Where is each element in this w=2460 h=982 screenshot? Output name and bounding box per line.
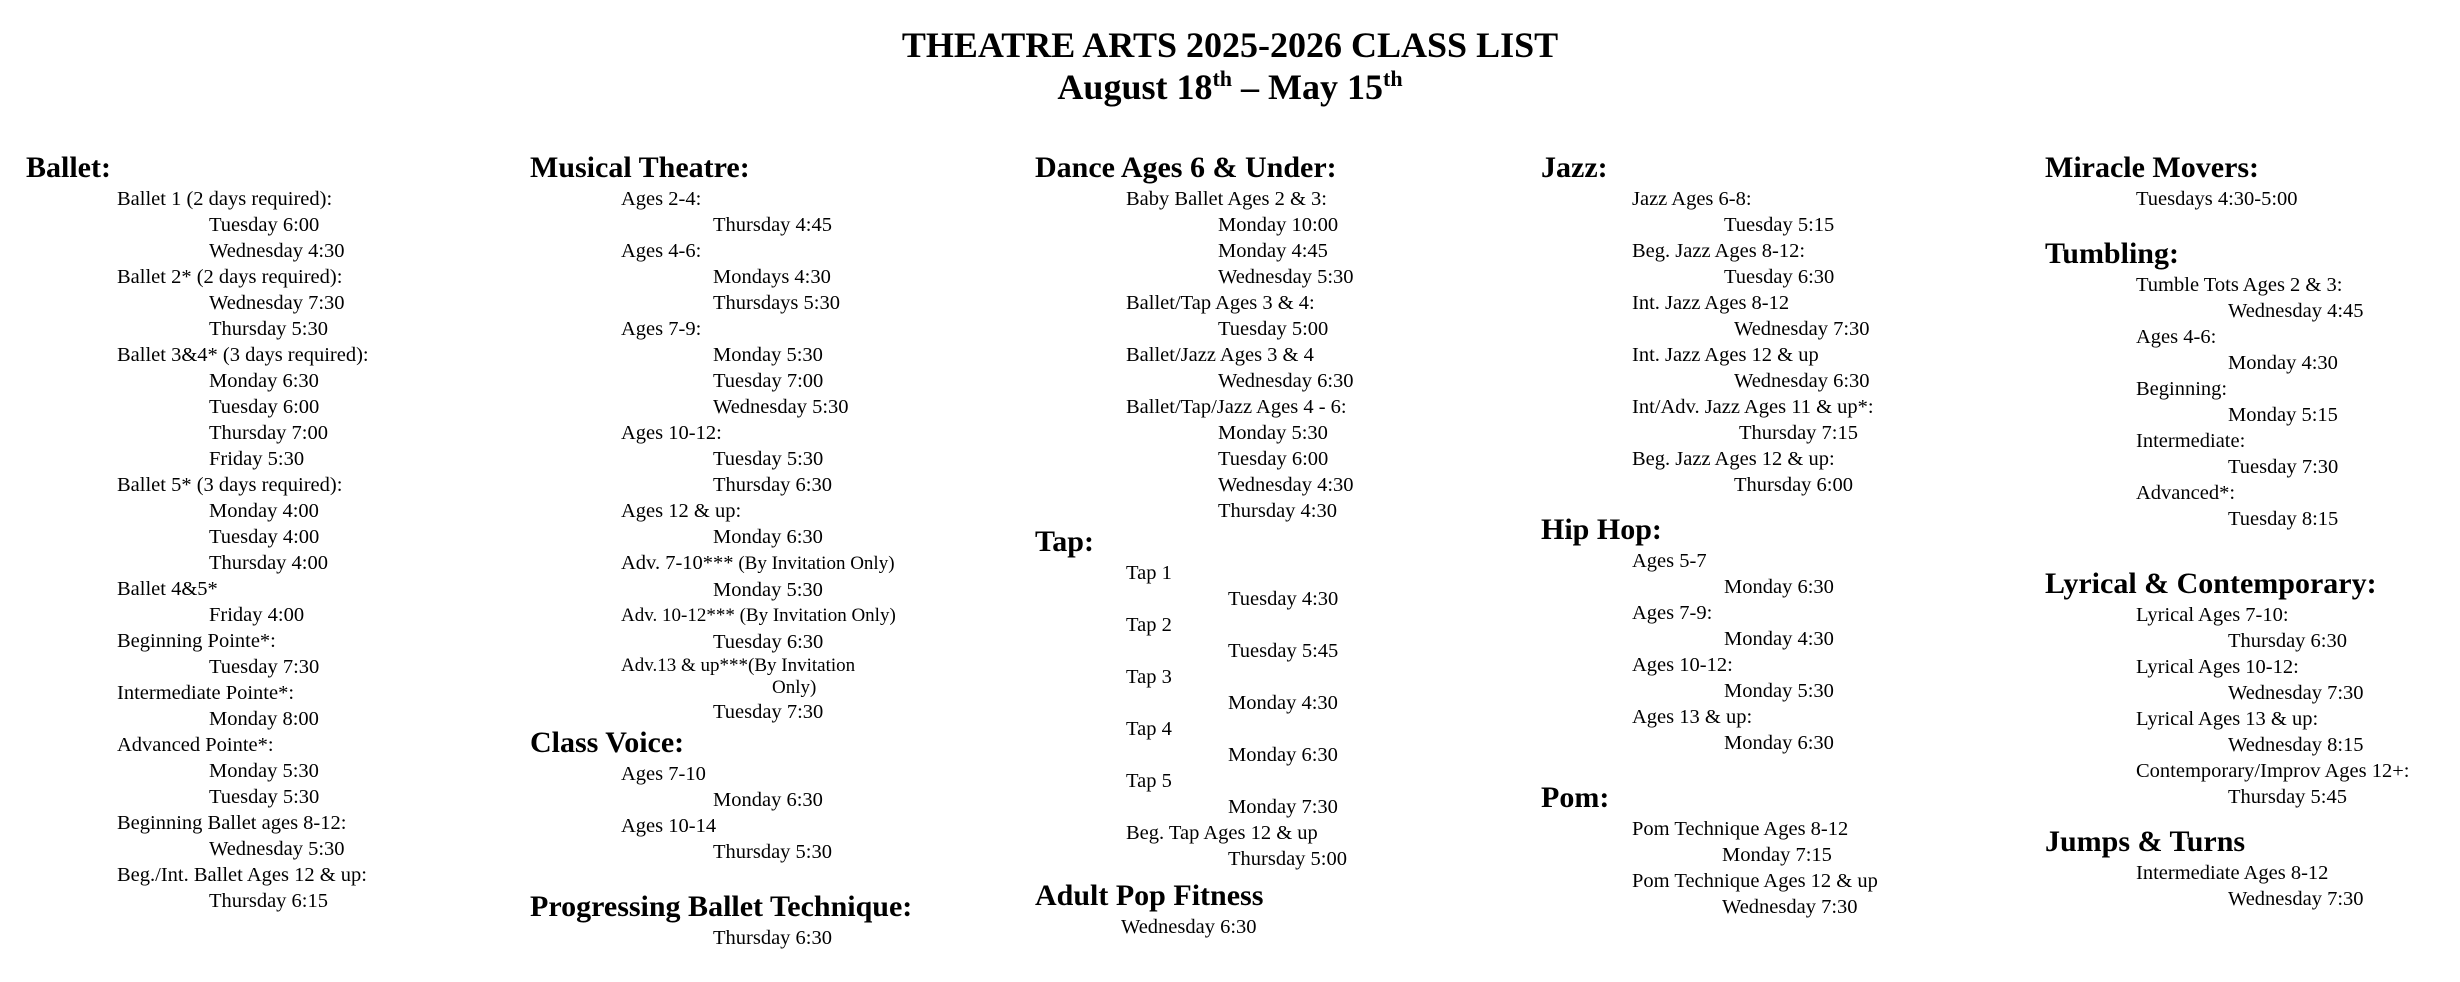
class-name: Beginning: <box>2136 378 2228 400</box>
class-time: Thursday 4:30 <box>1218 500 1337 522</box>
class-time: Monday 7:15 <box>1722 844 1832 866</box>
class-name: Tap 3 <box>1126 666 1172 688</box>
class-time: Thursday 6:30 <box>713 927 832 949</box>
column-musical-theatre <box>530 150 912 951</box>
class-time: Thursday 5:00 <box>1228 848 1347 870</box>
class-time: Wednesday 4:30 <box>209 240 345 262</box>
class-time: Monday 5:30 <box>713 579 823 601</box>
class-time: Monday 5:15 <box>2228 404 2338 426</box>
class-time: Tuesday 7:30 <box>209 656 320 678</box>
class-name: Beg./Int. Ballet Ages 12 & up: <box>117 864 367 886</box>
class-time: Thursday 6:30 <box>2228 630 2347 652</box>
class-time: Wednesday 7:30 <box>209 292 345 314</box>
class-time: Monday 8:00 <box>209 708 319 730</box>
class-time: Tuesday 8:15 <box>2228 508 2339 530</box>
section-heading-dance-6-under: Dance Ages 6 & Under: <box>1035 151 1337 184</box>
class-name: Beg. Jazz Ages 8-12: <box>1632 240 1806 262</box>
class-time: Monday 5:30 <box>209 760 319 782</box>
class-name: Ages 12 & up: <box>621 500 742 522</box>
class-name: Int/Adv. Jazz Ages 11 & up*: <box>1632 396 1874 418</box>
class-name: Tap 5 <box>1126 770 1172 792</box>
class-name: Lyrical Ages 10-12: <box>2136 656 2299 678</box>
class-time: Tuesday 5:15 <box>1724 214 1835 236</box>
class-time: Monday 4:30 <box>1228 692 1338 714</box>
class-time: Tuesday 4:00 <box>209 526 320 548</box>
class-name: Ballet 3&4* (3 days required): <box>117 344 369 366</box>
class-time: Monday 6:30 <box>1724 576 1834 598</box>
class-time: Thursday 6:00 <box>1734 474 1853 496</box>
class-time: Tuesday 7:30 <box>713 701 824 723</box>
class-time: Tuesday 6:30 <box>713 631 824 653</box>
class-name: Jazz Ages 6-8: <box>1632 188 1752 210</box>
class-name: Ages 10-12: <box>1632 654 1733 676</box>
class-name: Pom Technique Ages 8-12 <box>1632 818 1849 840</box>
section-heading-progressing-ballet: Progressing Ballet Technique: <box>530 890 913 923</box>
section-heading-class-voice: Class Voice: <box>530 726 685 759</box>
class-name: Ages 13 & up: <box>1632 706 1753 728</box>
class-name: Lyrical Ages 13 & up: <box>2136 708 2319 730</box>
class-time: Monday 10:00 <box>1218 214 1339 236</box>
class-name: Intermediate: <box>2136 430 2246 452</box>
class-time: Thursday 4:45 <box>713 214 832 236</box>
class-time: Tuesday 7:00 <box>713 370 824 392</box>
class-time: Tuesday 6:00 <box>1218 448 1329 470</box>
section-heading-ballet: Ballet: <box>26 151 111 184</box>
class-time: Wednesday 5:30 <box>209 838 345 860</box>
class-name: Intermediate Pointe*: <box>117 682 295 704</box>
class-time: Tuesday 5:30 <box>209 786 320 808</box>
class-time: Tuesday 4:30 <box>1228 588 1339 610</box>
class-time: Wednesday 4:45 <box>2228 300 2364 322</box>
section-heading-pom: Pom: <box>1541 781 1610 814</box>
class-time: Monday 4:30 <box>2228 352 2338 374</box>
class-time: Tuesday 7:30 <box>2228 456 2339 478</box>
class-time: Monday 6:30 <box>713 789 823 811</box>
class-name: Ages 10-14 <box>621 815 717 837</box>
class-name: Ballet 5* (3 days required): <box>117 474 343 496</box>
class-name: Tap 2 <box>1126 614 1172 636</box>
class-name: Tap 4 <box>1126 718 1172 740</box>
title-line-2: August 18th – May 15th <box>1057 66 1403 107</box>
class-time: Monday 6:30 <box>1724 732 1834 754</box>
class-time: Thursday 5:30 <box>713 841 832 863</box>
class-time: Thursday 7:00 <box>209 422 328 444</box>
column-dance-under-6 <box>1035 150 1354 940</box>
title-line-1: THEATRE ARTS 2025-2026 CLASS LIST <box>901 25 1559 65</box>
class-time: Mondays 4:30 <box>713 266 831 288</box>
page-title <box>0 24 2460 108</box>
class-time: Monday 6:30 <box>1228 744 1338 766</box>
class-time: Tuesday 6:00 <box>209 214 320 236</box>
class-time: Wednesday 5:30 <box>1218 266 1354 288</box>
class-time: Thursday 7:15 <box>1739 422 1858 444</box>
class-name: Int. Jazz Ages 12 & up <box>1632 344 1819 366</box>
class-name: Only) <box>772 677 817 698</box>
class-name: Intermediate Ages 8-12 <box>2136 862 2329 884</box>
class-time: Wednesday 6:30 <box>1121 916 1257 938</box>
class-time: Thursdays 5:30 <box>713 292 840 314</box>
class-name: Ballet/Tap Ages 3 & 4: <box>1126 292 1315 314</box>
class-name: Ballet/Tap/Jazz Ages 4 - 6: <box>1126 396 1347 418</box>
class-time: Wednesday 6:30 <box>1218 370 1354 392</box>
column-miracle-movers <box>2045 150 2409 912</box>
column-ballet <box>26 150 369 914</box>
class-time: Thursday 4:00 <box>209 552 328 574</box>
class-time: Monday 4:45 <box>1218 240 1328 262</box>
section-heading-jumps-turns: Jumps & Turns <box>2045 825 2246 858</box>
class-time: Thursday 6:30 <box>713 474 832 496</box>
class-name: Ages 7-9: <box>621 318 702 340</box>
class-name: Tap 1 <box>1126 562 1172 584</box>
class-time: Wednesday 4:30 <box>1218 474 1354 496</box>
class-time: Monday 4:00 <box>209 500 319 522</box>
class-time: Wednesday 7:30 <box>2228 682 2364 704</box>
class-name: Ballet 1 (2 days required): <box>117 188 333 210</box>
section-heading-tap: Tap: <box>1035 525 1094 558</box>
class-time: Monday 5:30 <box>713 344 823 366</box>
class-time: Thursday 5:45 <box>2228 786 2347 808</box>
class-time: Friday 4:00 <box>209 604 305 626</box>
class-time: Wednesday 8:15 <box>2228 734 2364 756</box>
class-time: Wednesday 7:30 <box>1722 896 1858 918</box>
class-name: Baby Ballet Ages 2 & 3: <box>1126 188 1327 210</box>
class-time: Wednesday 7:30 <box>2228 888 2364 910</box>
class-time: Thursday 5:30 <box>209 318 328 340</box>
class-name: Ages 7-9: <box>1632 602 1713 624</box>
class-time: Monday 5:30 <box>1218 422 1328 444</box>
class-name: Ages 5-7 <box>1632 550 1707 572</box>
class-name: Ages 4-6: <box>621 240 702 262</box>
class-name: Ages 7-10 <box>621 763 706 785</box>
column-jazz <box>1541 150 1878 920</box>
class-time: Wednesday 5:30 <box>713 396 849 418</box>
class-time: Tuesday 5:30 <box>713 448 824 470</box>
class-time: Wednesday 7:30 <box>1734 318 1870 340</box>
class-time: Monday 5:30 <box>1724 680 1834 702</box>
class-time: Monday 6:30 <box>209 370 319 392</box>
class-name: Lyrical Ages 7-10: <box>2136 604 2289 626</box>
class-name: Ages 2-4: <box>621 188 702 210</box>
class-name: Pom Technique Ages 12 & up <box>1632 870 1878 892</box>
section-heading-miracle-movers: Miracle Movers: <box>2045 151 2260 184</box>
section-heading-adult-pop: Adult Pop Fitness <box>1035 879 1264 912</box>
section-heading-jazz: Jazz: <box>1541 151 1608 184</box>
class-time: Thursday 6:15 <box>209 890 328 912</box>
class-time: Tuesday 6:00 <box>209 396 320 418</box>
class-name: Beg. Tap Ages 12 & up <box>1126 822 1318 844</box>
class-time: Tuesday 5:00 <box>1218 318 1329 340</box>
class-time: Friday 5:30 <box>209 448 305 470</box>
class-name: Ballet 4&5* <box>117 578 218 600</box>
section-heading-hip-hop: Hip Hop: <box>1541 513 1662 546</box>
class-name: Adv. 10-12*** (By Invitation Only) <box>621 605 896 626</box>
class-time: Tuesdays 4:30-5:00 <box>2136 188 2298 210</box>
class-name: Ages 10-12: <box>621 422 722 444</box>
class-name: Ballet 2* (2 days required): <box>117 266 343 288</box>
class-name: Adv.13 & up***(By Invitation <box>621 655 856 676</box>
class-name: Advanced Pointe*: <box>117 734 274 756</box>
class-name: Contemporary/Improv Ages 12+: <box>2136 760 2410 782</box>
class-name: Adv. 7-10*** (By Invitation Only) <box>621 552 895 574</box>
class-time: Wednesday 6:30 <box>1734 370 1870 392</box>
class-name: Advanced*: <box>2136 482 2236 504</box>
class-time: Tuesday 6:30 <box>1724 266 1835 288</box>
class-name: Ballet/Jazz Ages 3 & 4 <box>1126 344 1314 366</box>
class-name: Ages 4-6: <box>2136 326 2217 348</box>
class-time: Monday 6:30 <box>713 526 823 548</box>
class-name: Beginning Ballet ages 8-12: <box>117 812 347 834</box>
section-heading-lyrical: Lyrical & Contemporary: <box>2045 567 2377 600</box>
class-name: Tumble Tots Ages 2 & 3: <box>2136 274 2343 296</box>
class-name: Beginning Pointe*: <box>117 630 276 652</box>
class-time: Monday 4:30 <box>1724 628 1834 650</box>
section-heading-tumbling: Tumbling: <box>2045 237 2179 270</box>
class-name: Beg. Jazz Ages 12 & up: <box>1632 448 1835 470</box>
section-heading-musical-theatre: Musical Theatre: <box>530 151 750 184</box>
class-time: Tuesday 5:45 <box>1228 640 1339 662</box>
class-name: Int. Jazz Ages 8-12 <box>1632 292 1790 314</box>
class-time: Monday 7:30 <box>1228 796 1338 818</box>
